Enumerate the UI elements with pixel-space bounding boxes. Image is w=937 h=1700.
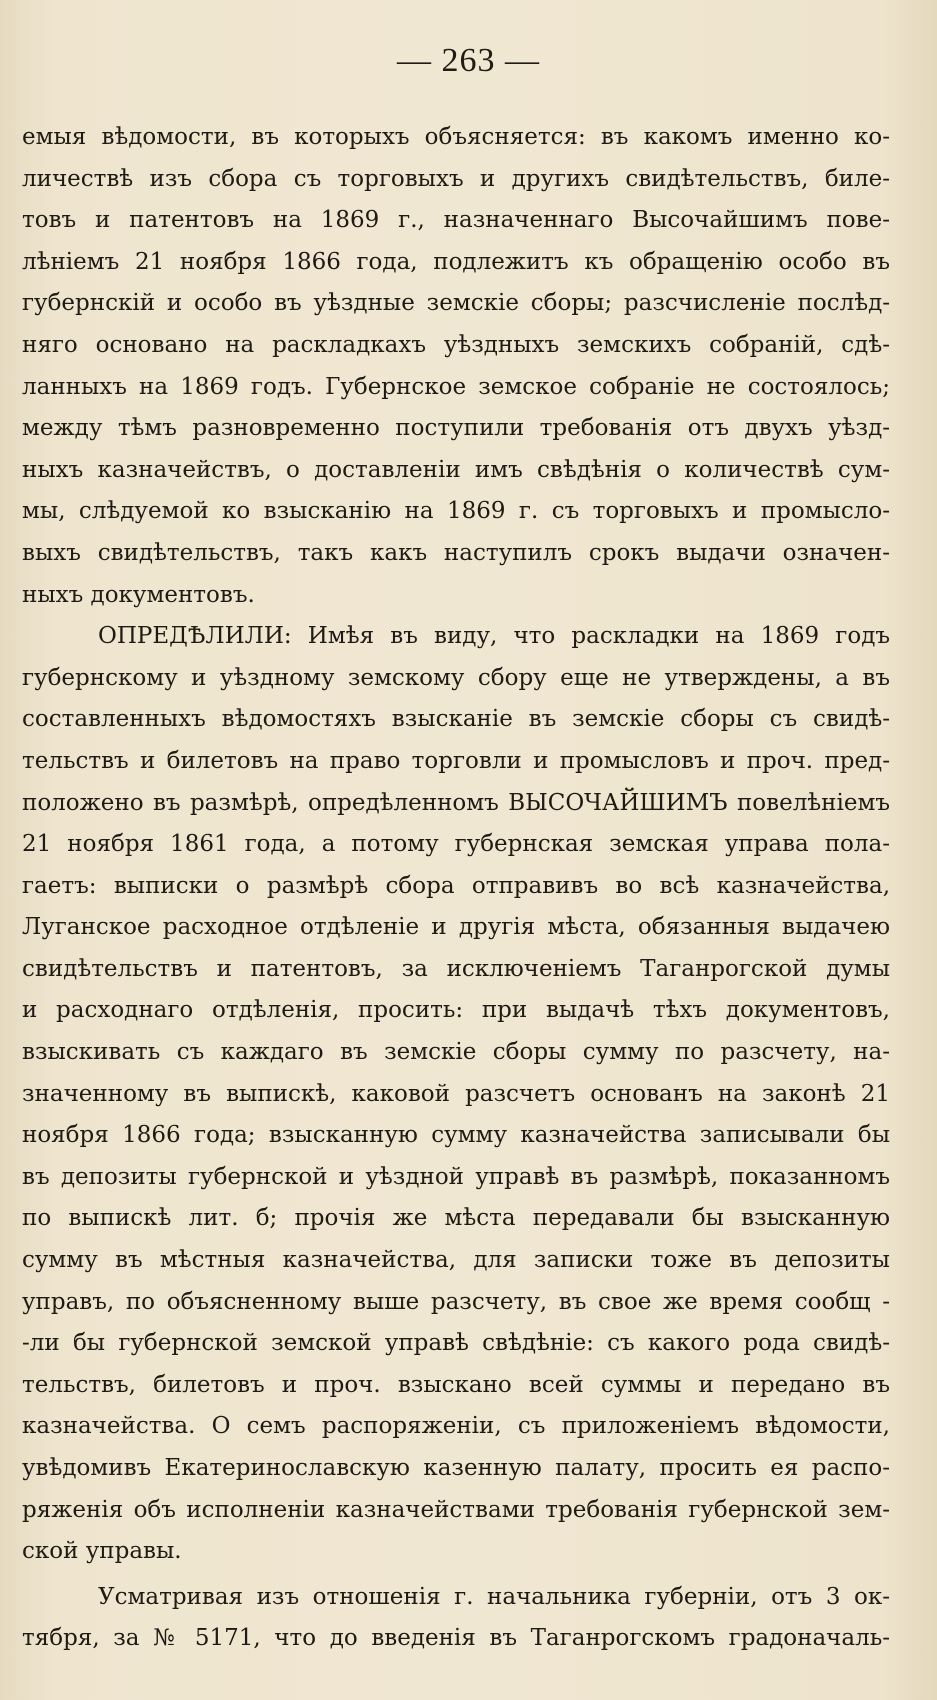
text-line: положено въ размѣрѣ, опредѣленномъ ВЫСОЧАЙШИМЪ повелѣніемъ xyxy=(22,789,890,816)
text-line: ряженія объ исполненіи казначействами требованія губернской зем- xyxy=(22,1496,890,1523)
text-line: казначейства. О семъ распоряженіи, съ приложеніемъ вѣдомости, xyxy=(22,1413,890,1440)
text-line: управъ, по объясненному выше разсчету, въ свое же время сообщ - xyxy=(22,1288,890,1315)
text-line: емыя вѣдомости, въ которыхъ объясняется: въ какомъ именно ко- xyxy=(22,124,890,150)
text-line: мы, слѣдуемой ко взысканію на 1869 г. съ торговыхъ и промысло- xyxy=(22,498,890,525)
text-line: губернскій и особо въ уѣздные земскіе сборы; разсчисленіе послѣд- xyxy=(22,290,890,317)
text-line: Луганское расходное отдѣленіе и другія мѣста, обязанныя выдачею xyxy=(22,914,890,941)
paragraph xyxy=(22,117,890,616)
text-line: ныхъ казначействъ, о доставленіи имъ свѣдѣнія о количествѣ сум- xyxy=(22,456,890,483)
text-line: по выпискѣ лит. б; прочія же мѣста передавали бы взысканную xyxy=(22,1205,890,1232)
text-line: губернскому и уѣздному земскому сбору еще не утверждены, а въ xyxy=(22,664,890,691)
text-line: гаетъ: выписки о размѣрѣ сбора отправивъ во всѣ казначейства, xyxy=(22,872,890,899)
text-line: между тѣмъ разновременно поступили требованія отъ двухъ уѣзд- xyxy=(22,415,890,442)
text-line: тельствъ, билетовъ и проч. взыскано всей суммы и передано въ xyxy=(22,1371,890,1398)
text-line: лѣніемъ 21 ноября 1866 года, подлежитъ къ обращенію особо въ xyxy=(22,248,890,275)
text-line: взыскивать съ каждаго въ земскіе сборы сумму по разсчету, на- xyxy=(22,1039,890,1066)
text-line: ныхъ документовъ. xyxy=(22,581,255,608)
paragraph xyxy=(22,616,890,1573)
text-line: тября, за № 5171, что до введенія въ Таганрогскомъ градоначаль- xyxy=(22,1625,890,1652)
text-line: товъ и патентовъ на 1869 г., назначеннаго Высочайшимъ пове- xyxy=(22,207,890,234)
text-line: и расходнаго отдѣленія, просить: при выдачѣ тѣхъ документовъ, xyxy=(22,997,890,1024)
text-line: -ли бы губернской земской управѣ свѣдѣніе: съ какого рода свидѣ- xyxy=(22,1330,890,1357)
paragraph xyxy=(22,1577,890,1660)
text-line: ланныхъ на 1869 годъ. Губернское земское собраніе не состоялось; xyxy=(22,373,890,400)
text-line: сумму въ мѣстныя казначейства, для записки тоже въ депозиты xyxy=(22,1247,890,1274)
text-line: личествѣ изъ сбора съ торговыхъ и другихъ свидѣтельствъ, биле- xyxy=(22,165,890,192)
text-line: составленныхъ вѣдомостяхъ взысканіе въ земскіе сборы съ свидѣ- xyxy=(22,706,890,733)
text-line: свидѣтельствъ и патентовъ, за исключеніемъ Таганрогской думы xyxy=(22,955,890,982)
text-line: няго основано на раскладкахъ уѣздныхъ земскихъ собраній, сдѣ- xyxy=(22,331,890,358)
text-line: ноября 1866 года; взысканную сумму казначейства записывали бы xyxy=(22,1122,890,1149)
document-body xyxy=(22,117,890,1660)
text-line: ской управы. xyxy=(22,1538,182,1565)
text-line: увѣдомивъ Екатеринославскую казенную палату, просить ея распо- xyxy=(22,1455,890,1481)
text-line: выхъ свидѣтельствъ, такъ какъ наступилъ срокъ выдачи означен- xyxy=(22,539,890,566)
text-line: въ депозиты губернской и уѣздной управѣ въ размѣрѣ, показанномъ xyxy=(22,1163,890,1190)
text-line: ОПРЕДѢЛИЛИ: Имѣя въ виду, что раскладки на 1869 годъ xyxy=(98,623,890,650)
text-line: значенному въ выпискѣ, каковой разсчетъ основанъ на законѣ 21 xyxy=(22,1080,890,1107)
text-line: тельствъ и билетовъ на право торговли и промысловъ и проч. пред- xyxy=(22,747,890,774)
page-number: — 263 — xyxy=(397,42,540,79)
text-line: 21 ноября 1861 года, а потому губернская земская управа пола- xyxy=(22,831,890,858)
text-line: Усматривая изъ отношенія г. начальника губерніи, отъ 3 ок- xyxy=(98,1583,890,1610)
